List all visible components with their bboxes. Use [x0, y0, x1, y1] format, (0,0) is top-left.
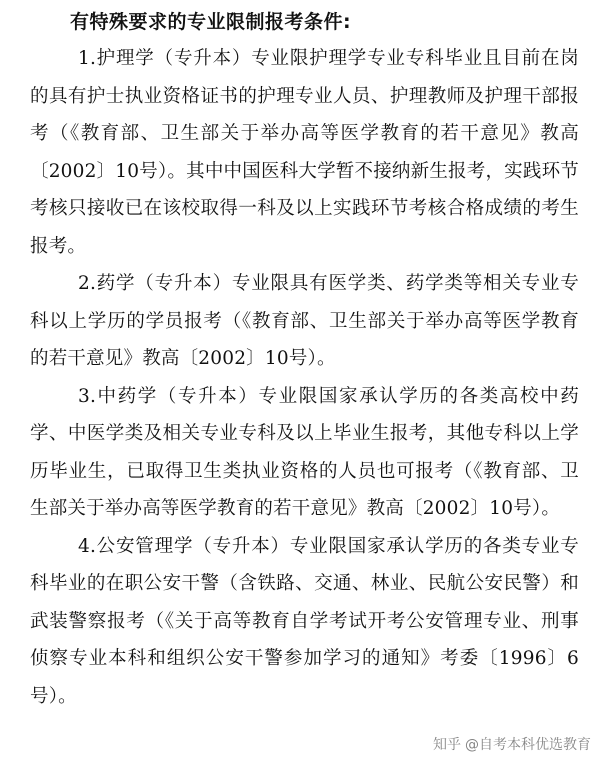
- paragraph-public-security: 4.公安管理学（专升本）专业限国家承认学历的各类专业专科毕业的在职公安干警（含铁路、交通、林业、民航公安民警）和武装警察报考（《关于高等教育自学考试开考公安管理专业、刑事侦察专业本科和组织公安干警参加学习的通知》考委〔1996〕6号）。: [30, 535, 579, 707]
- watermark-site: 知乎: [433, 737, 461, 753]
- watermark-author: @自考本科优选教育: [465, 737, 591, 753]
- section-heading: 有特殊要求的专业限制报考条件:: [70, 11, 352, 33]
- paragraph-nursing: 1.护理学（专升本）专业限护理学专业专科毕业且目前在岗的具有护士执业资格证书的护理专业人员、护理教师及护理干部报考（《教育部、卫生部关于举办高等医学教育的若干意见》教高〔2002〕10号）。其中中国医科大学暂不接纳新生报考，实践环节考核只接收已在该校取得一科及以上实践环节考核合格成绩的考生报考。: [30, 48, 579, 257]
- paragraph-pharmacy: 2.药学（专升本）专业限具有医学类、药学类等相关专业专科以上学历的学员报考（《教育部、卫生部关于举办高等医学教育的若干意见》教高〔2002〕10号）。: [30, 273, 579, 369]
- watermark: [433, 734, 591, 754]
- paragraph-tcm-pharmacy: 3.中药学（专升本）专业限国家承认学历的各类高校中药学、中医学类及相关专业专科及以上毕业生报考，其他专科以上学历毕业生，已取得卫生类执业资格的人员也可报考（《教育部、卫生部关于举办高等医学教育的若干意见》教高〔2002〕10号）。: [30, 385, 579, 519]
